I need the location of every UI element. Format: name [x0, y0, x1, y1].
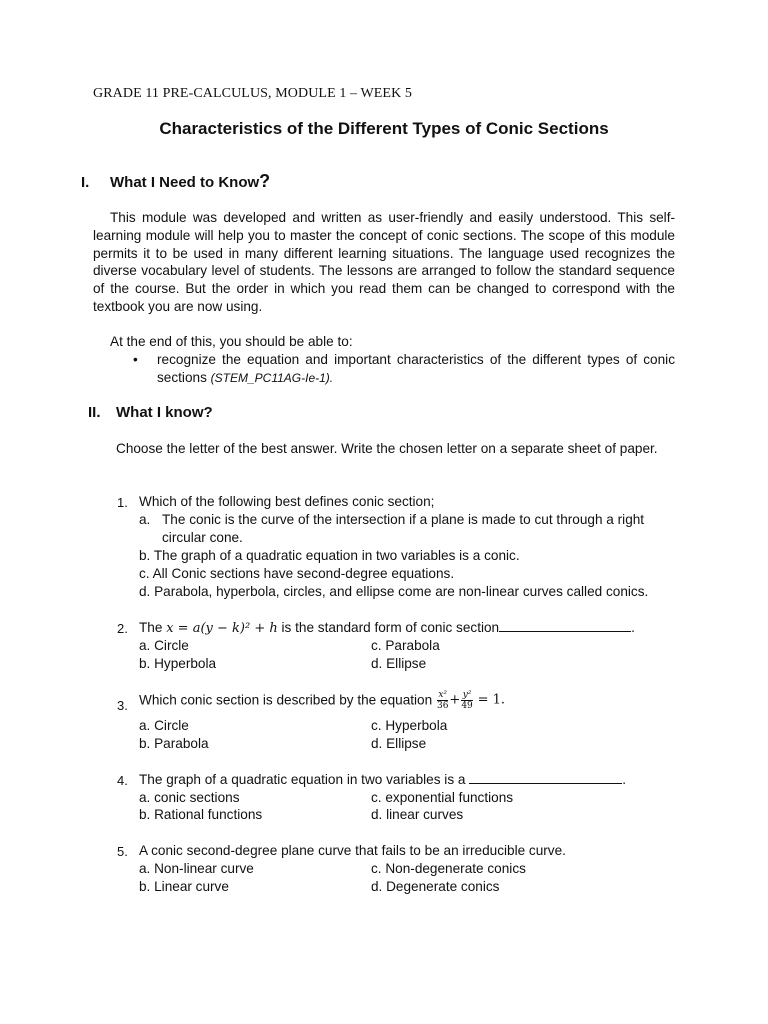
question-3-option-c: c. Hyperbola [371, 718, 448, 733]
question-5-option-d: d. Degenerate conics [371, 879, 500, 894]
section-1-heading-text: What I Need to Know [110, 174, 260, 191]
course-header: GRADE 11 PRE-CALCULUS, MODULE 1 – WEEK 5 [93, 86, 412, 101]
question-2-end-mark: . [631, 620, 635, 635]
question-3-option-a: a. Circle [139, 718, 189, 733]
question-1-option-c: c. All Conic sections have second-degree equations. [139, 566, 455, 581]
question-1-option-a-line2: circular cone. [162, 530, 243, 545]
question-1-number: 1. [117, 495, 128, 510]
question-2-text-before: The [139, 620, 163, 635]
question-2-text-after: is the standard form of conic section [281, 620, 500, 635]
question-3-text [139, 690, 505, 711]
question-3-number: 3. [117, 698, 128, 713]
question-2-number: 2. [117, 621, 128, 636]
fraction-x-squared-over-36 [437, 690, 448, 711]
question-4-text [139, 771, 626, 789]
question-4-option-d: d. linear curves [371, 807, 464, 822]
question-4-option-c: c. exponential functions [371, 790, 514, 805]
question-4-end-mark: . [622, 772, 627, 787]
section-1-paragraph: This module was developed and written as user-friendly and easily understood. This self-learning module will help you to master the concept of conic sections. The scope of this module permits it to be used in many different learning situations. The language used recognizes the diverse vocabulary level of students. The lessons are arranged to follow the standard sequence of the course. But the order in which you read them can be changed to correspond with the textbook you are now using. [93, 210, 675, 314]
question-4-text-main: The graph of a quadratic equation in two variables is a [139, 772, 466, 787]
answer-blank [499, 619, 631, 632]
section-2-heading [88, 404, 213, 421]
question-2-equation: x = a(y − k)² + h [166, 621, 278, 636]
fraction-y-squared-over-49 [461, 690, 472, 711]
question-2-text [139, 619, 635, 638]
question-5-option-c: c. Non-degenerate conics [371, 861, 526, 876]
question-5-text: A conic second-degree plane curve that fails to be an irreducible curve. [139, 843, 566, 858]
question-4-number: 4. [117, 773, 128, 788]
objective-text: recognize the equation and important characteristics of the different types of conic sections [157, 352, 675, 385]
section-2-heading-text: What I know? [116, 404, 213, 421]
question-2-option-a: a. Circle [139, 638, 189, 653]
competency-code: (STEM_PC11AG-Ie-1). [210, 370, 334, 385]
question-1-text: Which of the following best defines conic section; [139, 494, 435, 509]
question-1-option-a-line1: The conic is the curve of the intersection if a plane is made to cut through a right [162, 512, 645, 527]
objective-item [157, 351, 675, 388]
section-1-heading [81, 171, 270, 192]
question-3-option-b: b. Parabola [139, 736, 209, 751]
question-4-option-b: b. Rational functions [139, 807, 263, 822]
answer-blank [469, 771, 622, 784]
question-3-option-d: d. Ellipse [371, 736, 427, 751]
fraction-1-numerator: x² [438, 690, 448, 700]
question-1-option-b: b. The graph of a quadratic equation in two variables is a conic. [139, 548, 520, 563]
page-title: Characteristics of the Different Types of Conic Sections [159, 119, 609, 138]
question-2-option-d: d. Ellipse [371, 656, 427, 671]
section-1-question-mark: ? [259, 171, 271, 191]
question-2-option-b: b. Hyperbola [139, 656, 217, 671]
section-1-numeral: I. [81, 174, 90, 191]
question-1-option-d: d. Parabola, hyperbola, circles, and ellipse come are non-linear curves called conics. [139, 584, 649, 599]
question-2-option-c: c. Parabola [371, 638, 440, 653]
bullet-marker: • [133, 352, 138, 367]
equals-one: = 1. [477, 692, 505, 708]
question-5-number: 5. [117, 844, 128, 859]
fraction-2-denominator: 49 [461, 701, 473, 711]
question-5-option-a: a. Non-linear curve [139, 861, 254, 876]
fraction-1-denominator: 36 [436, 701, 449, 711]
question-4-option-a: a. conic sections [139, 790, 240, 805]
question-5-option-b: b. Linear curve [139, 879, 229, 894]
section-2-numeral: II. [88, 404, 101, 421]
section-2-instructions: Choose the letter of the best answer. Write the chosen letter on a separate sheet of paper. [116, 441, 658, 456]
plus-sign: + [449, 692, 461, 708]
question-1-option-a-letter: a. [139, 512, 151, 527]
fraction-2-numerator: y² [462, 690, 472, 700]
objective-intro: At the end of this, you should be able to: [110, 334, 353, 349]
question-3-text-main: Which conic section is described by the equation [139, 692, 433, 708]
